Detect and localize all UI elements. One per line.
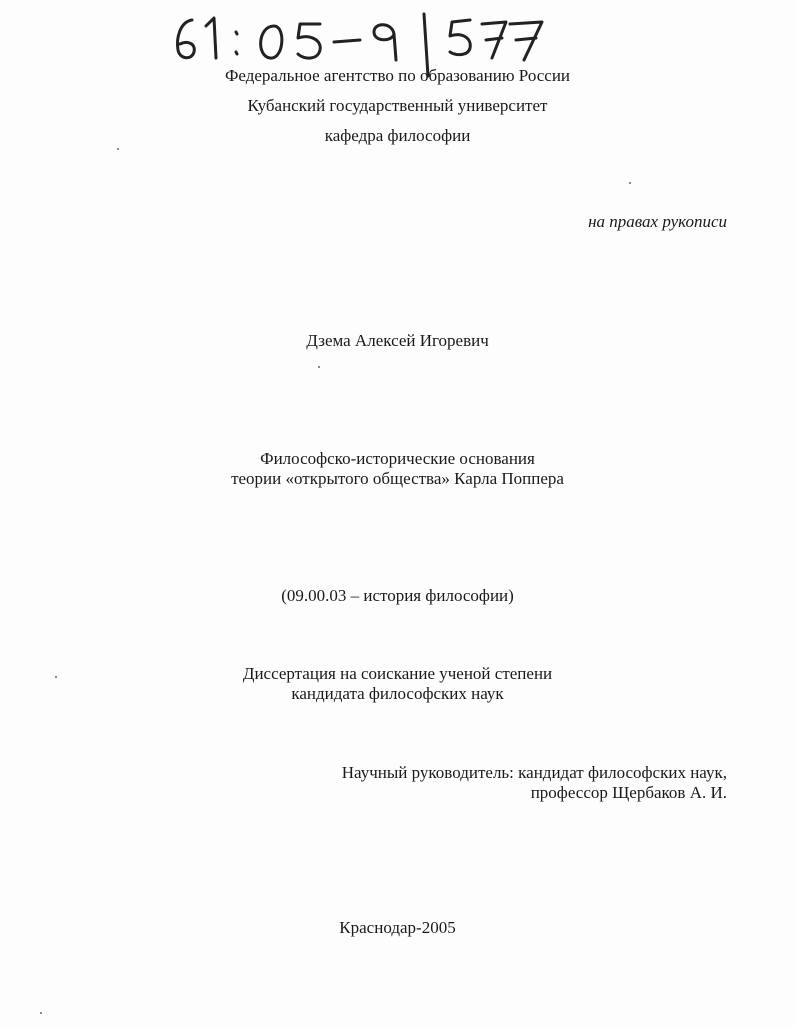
supervisor-line-2: профессор Щербаков А. И. [530,783,727,802]
university-line: Кубанский государственный университет [247,96,548,115]
department-line: кафедра философии [324,126,471,145]
scan-speck [117,148,119,150]
supervisor-line-1: Научный руководитель: кандидат философских наук, [341,763,727,782]
scan-speck [40,1012,42,1014]
agency-line: Федеральное агентство по образованию России [224,66,571,85]
author-name: Дзема Алексей Игоревич [306,331,489,350]
manuscript-note: на правах рукописи [588,212,727,231]
thesis-title-line-2: теории «открытого общества» Карла Поппера [231,469,564,488]
thesis-title-line-1: Философско-исторические основания [260,449,535,468]
degree-line-2: кандидата философских наук [291,684,504,703]
scan-speck [318,366,320,368]
scan-speck [629,182,631,184]
degree-line-1: Диссертация на соискание ученой степени [242,664,553,683]
scan-speck [55,676,57,678]
city-year: Краснодар-2005 [339,918,456,937]
specialty-code: (09.00.03 – история философии) [281,586,514,605]
